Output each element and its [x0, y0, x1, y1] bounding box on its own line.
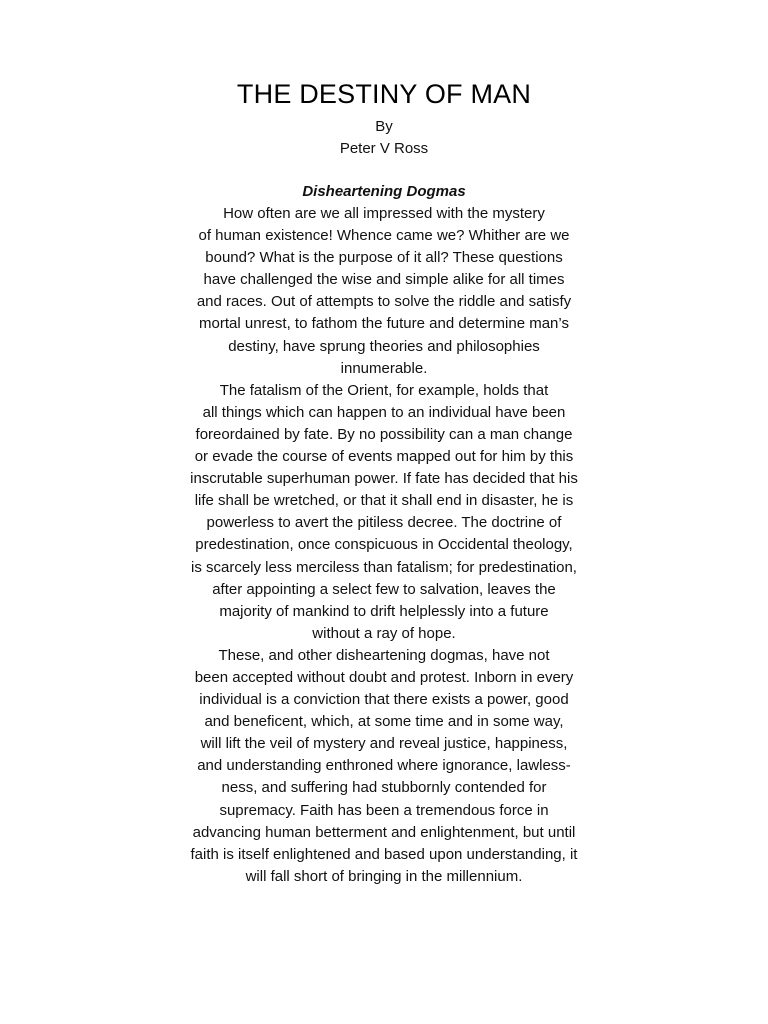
text-line: life shall be wretched, or that it shall end in disaster, he is: [194, 492, 574, 510]
paragraph-3: [164, 645, 604, 888]
paragraph-2: [164, 380, 604, 645]
text-line: foreordained by fate. By no possibility can a man change: [195, 425, 573, 443]
text-line: powerless to avert the pitiless decree. The doctrine of: [206, 514, 562, 532]
text-line: and races. Out of attempts to solve the riddle and satisfy: [196, 293, 572, 311]
document-title: THE DESTINY OF MAN: [236, 79, 532, 109]
text-line: and understanding enthroned where ignorance, lawless-: [197, 757, 571, 775]
text-line: and beneficent, which, at some time and in some way,: [204, 713, 564, 731]
text-line: supremacy. Faith has been a tremendous force in: [219, 801, 549, 819]
text-line: is scarcely less merciless than fatalism; for predestination,: [191, 558, 577, 576]
byline: By: [375, 118, 393, 135]
text-line: of human existence! Whence came we? Whither are we: [198, 227, 570, 245]
text-line: innumerable.: [340, 359, 428, 377]
text-line: without a ray of hope.: [312, 624, 456, 642]
author-name: Peter V Ross: [339, 140, 429, 157]
paragraph-1: [164, 203, 604, 380]
body-text: [164, 203, 604, 888]
text-line: majority of mankind to drift helplessly into a future: [219, 602, 549, 620]
text-line: The fatalism of the Orient, for example, holds that: [219, 381, 549, 399]
text-line: inscrutable superhuman power. If fate has decided that his: [190, 470, 578, 488]
text-line: predestination, once conspicuous in Occidental theology,: [195, 536, 573, 554]
text-line: advancing human betterment and enlightenment, but until: [192, 823, 576, 841]
text-line: will fall short of bringing in the millennium.: [245, 867, 523, 885]
text-line: bound? What is the purpose of it all? These questions: [205, 249, 563, 267]
text-line: These, and other disheartening dogmas, have not: [218, 646, 550, 664]
text-line: How often are we all impressed with the mystery: [223, 205, 545, 222]
text-line: all things which can happen to an individual have been: [202, 403, 566, 421]
text-line: or evade the course of events mapped out for him by this: [194, 448, 574, 466]
text-line: been accepted without doubt and protest. Inborn in every: [194, 668, 574, 686]
text-line: will lift the veil of mystery and reveal justice, happiness,: [200, 735, 568, 753]
text-line: faith is itself enlightened and based upon understanding, it: [190, 845, 578, 863]
text-line: have challenged the wise and simple alike for all times: [203, 271, 565, 289]
section-heading: Disheartening Dogmas: [302, 183, 466, 200]
text-line: individual is a conviction that there exists a power, good: [199, 691, 569, 709]
text-line: after appointing a select few to salvation, leaves the: [212, 580, 556, 598]
text-line: destiny, have sprung theories and philosophies: [228, 337, 540, 355]
text-line: mortal unrest, to fathom the future and determine man’s: [199, 315, 569, 333]
text-line: ness, and suffering had stubbornly contended for: [221, 779, 547, 797]
